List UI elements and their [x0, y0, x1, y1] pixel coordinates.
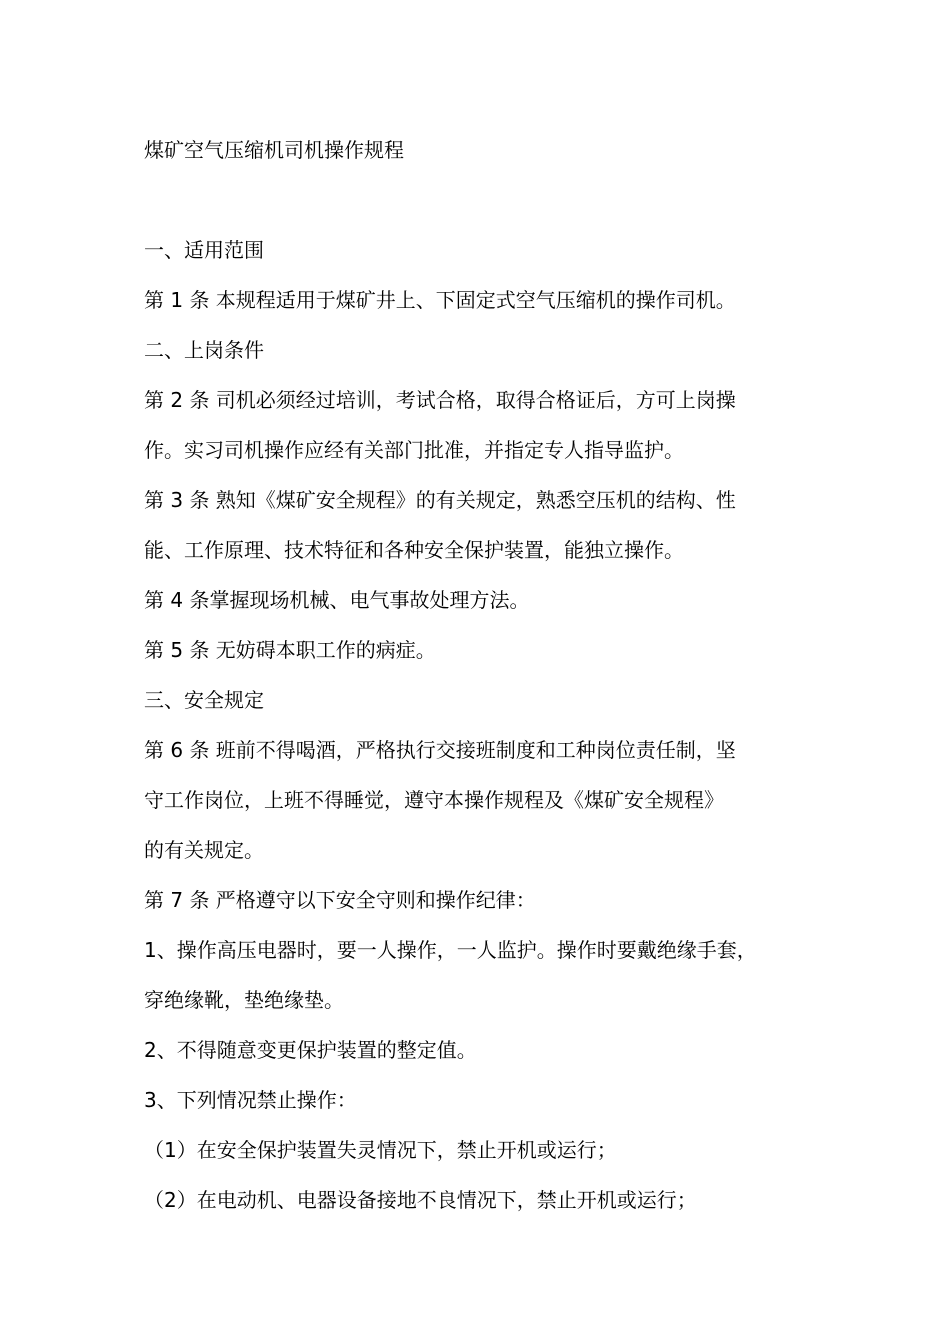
section-heading: 一、适用范围: [144, 238, 264, 262]
list-item: （1）在安全保护装置失灵情况下，禁止开机或运行；: [144, 1138, 617, 1162]
document-title: 煤矿空气压缩机司机操作规程: [144, 138, 404, 162]
paragraph-line: 穿绝缘靴，垫绝缘垫。: [144, 988, 344, 1012]
paragraph-line: 第 5 条 无妨碍本职工作的病症。: [144, 638, 436, 662]
list-item: （2）在电动机、电器设备接地不良情况下，禁止开机或运行；: [144, 1188, 697, 1212]
paragraph-line: 第 1 条 本规程适用于煤矿井上、下固定式空气压缩机的操作司机。: [144, 288, 736, 312]
paragraph-line: 能、工作原理、技术特征和各种安全保护装置，能独立操作。: [144, 538, 684, 562]
paragraph-line: 3、下列情况禁止操作：: [144, 1088, 357, 1112]
paragraph-line: 第 7 条 严格遵守以下安全守则和操作纪律：: [144, 888, 536, 912]
paragraph-line: 作。实习司机操作应经有关部门批准，并指定专人指导监护。: [144, 438, 684, 462]
section-heading: 二、上岗条件: [144, 338, 264, 362]
paragraph-line: 第 4 条掌握现场机械、电气事故处理方法。: [144, 588, 530, 612]
section-heading: 三、安全规定: [144, 688, 264, 712]
paragraph-line: 第 3 条 熟知《煤矿安全规程》的有关规定，熟悉空压机的结构、性: [144, 488, 736, 512]
paragraph-line: 第 2 条 司机必须经过培训，考试合格，取得合格证后，方可上岗操: [144, 388, 736, 412]
paragraph-line: 守工作岗位，上班不得睡觉，遵守本操作规程及《煤矿安全规程》: [144, 788, 724, 812]
paragraph-line: 1、操作高压电器时，要一人操作，一人监护。操作时要戴绝缘手套，: [144, 938, 757, 962]
paragraph-line: 2、不得随意变更保护装置的整定值。: [144, 1038, 477, 1062]
paragraph-line: 第 6 条 班前不得喝酒，严格执行交接班制度和工种岗位责任制，坚: [144, 738, 736, 762]
paragraph-line: 的有关规定。: [144, 838, 264, 862]
